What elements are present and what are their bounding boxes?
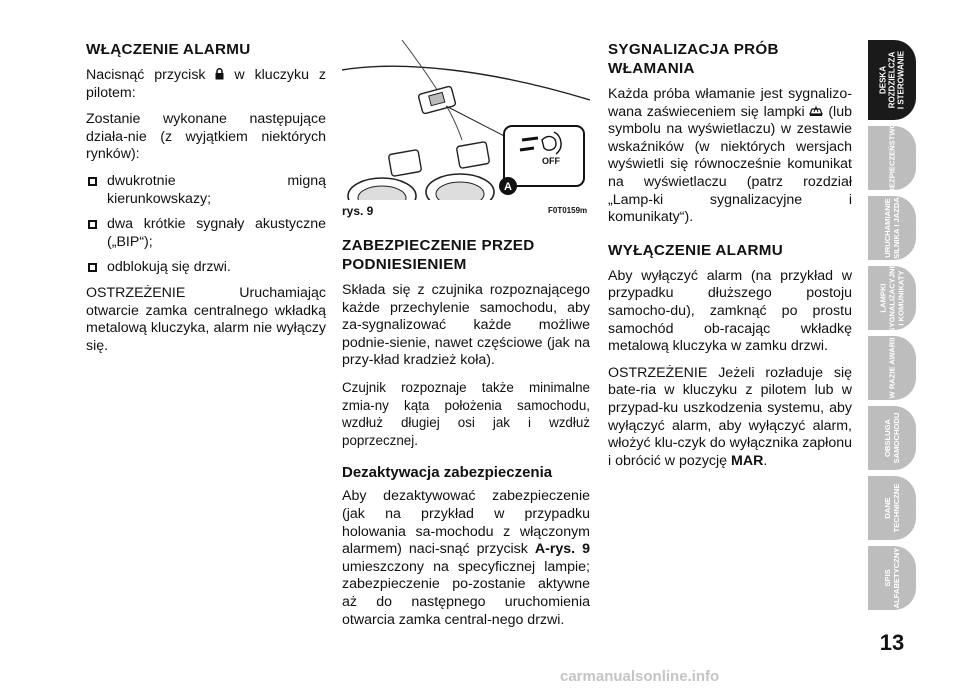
tab-warning-lamps[interactable]: LAMPKI SYGNALIZACYJNE I KOMUNIKATY (868, 266, 916, 330)
checkbox-bullet-icon (88, 220, 97, 229)
subheading-deactivation: Dezaktywacja zabezpieczenia (342, 464, 553, 482)
paragraph-press-button: Nacisnąć przycisk w kluczyku z pilotem: (86, 67, 326, 101)
tab-safety[interactable]: BEZPIECZEŃSTWO (868, 126, 916, 190)
list-item: dwa krótkie sygnały akustyczne („BIP“); (86, 216, 326, 251)
checkbox-bullet-icon (88, 263, 97, 272)
zoom-inset (504, 126, 584, 186)
heading-break-in-signal: SYGNALIZACJA PRÓB WŁAMANIA (608, 41, 779, 77)
tab-technical-data[interactable]: DANE TECHNICZNE (868, 476, 916, 540)
off-label: OFF (542, 156, 560, 166)
tab-dashboard-controls[interactable]: DESKA ROZDZIELCZA I STEROWANIE (868, 40, 916, 120)
warning-paragraph: OSTRZEŻENIE Uruchamiając otwarcie zamka centralnego wkładką metalową kluczyka, alarm nie wyłączy się. (86, 284, 326, 354)
heading-alarm-on: WŁĄCZENIE ALARMU (86, 41, 251, 58)
page-number: 13 (879, 630, 905, 655)
ceiling-lamp-illustration (342, 40, 590, 200)
position-mar: MAR (731, 452, 764, 469)
list-item: dwukrotnie migną kierunkowskazy; (86, 173, 326, 208)
heading-alarm-off: WYŁĄCZENIE ALARMU (608, 241, 783, 259)
list-item: odblokują się drzwi. (86, 259, 326, 277)
figure-reference: A-rys. 9 (534, 541, 590, 558)
heading-lift-protection: ZABEZPIECZENIE PRZED PODNIESIENIEM (342, 237, 535, 273)
figure-caption: rys. 9 (342, 204, 374, 218)
lock-icon (215, 68, 224, 80)
paragraph-alarm-off: Aby wyłączyć alarm (na przykład w przypadku dłuższego postoju samocho-du), zamknąć po prostu samochód ob-racając wkładkę metalową kluczyka w zamku drzwi. (608, 267, 852, 355)
tab-maintenance[interactable]: OBSŁUGA SAMOCHODU (868, 406, 916, 470)
warning-paragraph-battery: OSTRZEŻENIE Jeżeli rozładuje się bate-ria w kluczyku z pilotem lub w przypad-ku uszkodzenia systemu, aby wyłączyć alarm, aby wyłączyć alarm, włożyć klu-czyk do wyłącznika zapłonu i obrócić w pozycję MAR. (608, 364, 852, 469)
figure-code: F0T0159m (548, 206, 588, 215)
paragraph-break-in: Każda próba włamanie jest sygnalizo-wana zaświeceniem się lampki (lub symbolu na wyświetlaczu) w zestawie wskaźników (w niektórych wersjach wyświetli się równocześnie komunikat na wyświetlaczu (patrz rozdział „Lamp-ki sygnalizacyjne i komunikaty“). (608, 86, 852, 226)
left-column (86, 40, 326, 364)
watermark-footer: carmanualsonline.info (560, 668, 720, 685)
middle-column (342, 236, 590, 638)
tab-index[interactable]: SPIS ALFABETYCZNY (868, 546, 916, 610)
paragraph-sensor: Składa się z czujnika rozpoznającego każde przechylenie samochodu, aby za-sygnalizować każde możliwe podnie-sienie, nawet częściowe (jak na przy-kład kradzież koła). (342, 282, 590, 369)
alarm-lamp-icon (809, 105, 823, 117)
tab-starting-driving[interactable]: URUCHAMIANIE SILNIKA I JAZDA (868, 196, 916, 260)
checkbox-bullet-icon (88, 177, 97, 186)
callout-a-label: A (504, 181, 512, 193)
right-column (608, 40, 852, 479)
paragraph-deactivation: Aby dezaktywować zabezpieczenie (jak na przykład w przypadku holowania sa-mochodu z włączonym alarmem) naci-snąć przycisk A-rys. 9 umieszczony na specyficznej lampie; zabezpieczenie po-zostanie aktywne aż do następnego uruchomienia otwarcia zamka central-nego drzwi. (342, 488, 590, 628)
tab-emergency[interactable]: W RAZIE AWARII (868, 336, 916, 400)
chapter-tabs (868, 40, 916, 616)
paragraph-sensor-detail: Czujnik rozpoznaje także minimalne zmia-ny kąta położenia samochodu, wzdłuż długiej osi jak i wzdłuż poprzecznej. (342, 379, 590, 448)
figure-ceiling-lamp (342, 40, 590, 200)
paragraph-actions: Zostanie wykonane następujące działa-nie (z wyjątkiem niektórych rynków): (86, 111, 326, 163)
